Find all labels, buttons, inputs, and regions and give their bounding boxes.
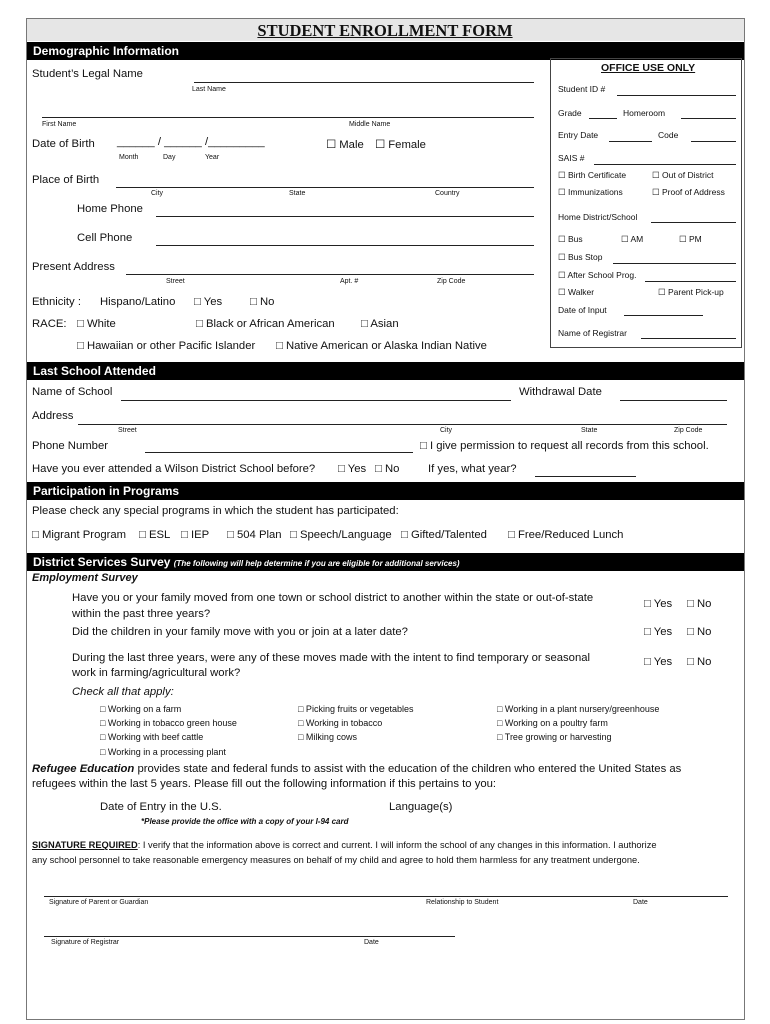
office-registrar-line[interactable] bbox=[641, 338, 736, 339]
office-immunizations-checkbox[interactable]: ☐ Immunizations bbox=[558, 187, 623, 197]
office-walker-checkbox[interactable]: ☐ Walker bbox=[558, 287, 595, 297]
i94-note: *Please provide the office with a copy of your I-94 card bbox=[141, 817, 349, 826]
signature-text-a: : I verify that the information above is correct and current. I will inform the school of any changes in this information. I authorize bbox=[137, 840, 657, 850]
year-caption: Year bbox=[205, 154, 220, 161]
race-hawaiian-checkbox[interactable]: □ Hawaiian or other Pacific Islander bbox=[77, 340, 256, 352]
survey-q3-yes-checkbox[interactable]: □ Yes bbox=[644, 656, 673, 668]
programs-prompt: Please check any special programs in which the student has participated: bbox=[32, 505, 399, 517]
signature-paragraph-line2: any school personnel to take reasonable emergency measures on behalf of my child and agree to hold them harmless for any treatment undergone. bbox=[32, 855, 640, 865]
cell-phone-line[interactable] bbox=[156, 245, 534, 246]
country-caption: Country bbox=[435, 190, 460, 197]
school-address-label: Address bbox=[32, 410, 74, 422]
office-entry-date-label: Entry Date bbox=[558, 130, 599, 140]
street-caption: Street bbox=[166, 278, 185, 285]
hispanic-yes-checkbox[interactable]: □ Yes bbox=[194, 296, 223, 308]
office-student-id-label: Student ID # bbox=[558, 84, 606, 94]
school-phone-line[interactable] bbox=[145, 452, 413, 453]
parent-signature-caption: Signature of Parent or Guardian bbox=[49, 899, 149, 906]
registrar-signature-caption: Signature of Registrar bbox=[51, 939, 120, 946]
survey-q3-line1: During the last three years, were any of these moves made with the intent to find temporary or seasonal bbox=[72, 652, 591, 664]
work-tree-growing-checkbox[interactable]: □ Tree growing or harvesting bbox=[497, 732, 612, 742]
refugee-paragraph-line1 bbox=[32, 763, 681, 775]
school-street-caption: Street bbox=[118, 427, 137, 434]
race-black-checkbox[interactable]: □ Black or African American bbox=[196, 318, 335, 330]
hispanic-no-checkbox[interactable]: □ No bbox=[250, 296, 275, 308]
office-parent-pickup-checkbox[interactable]: ☐ Parent Pick-up bbox=[658, 287, 724, 297]
survey-q3-no-checkbox[interactable]: □ No bbox=[687, 656, 712, 668]
ethnicity-label: Ethnicity : bbox=[32, 296, 81, 308]
section-district-survey: District Services Survey (The following will help determine if you are eligible for additional services) bbox=[27, 553, 744, 571]
survey-q3-line2: work in farming/agricultural work? bbox=[72, 667, 241, 679]
city-caption: City bbox=[151, 190, 164, 197]
form-title: STUDENT ENROLLMENT FORM bbox=[257, 21, 513, 40]
office-student-id-line[interactable] bbox=[617, 95, 736, 96]
program-gifted-checkbox[interactable]: □ Gifted/Talented bbox=[401, 529, 487, 541]
survey-q2-no-checkbox[interactable]: □ No bbox=[687, 626, 712, 638]
office-bus-checkbox[interactable]: ☐ Bus bbox=[558, 234, 583, 244]
legal-name-label: Student’s Legal Name bbox=[32, 68, 143, 80]
race-native-checkbox[interactable]: □ Native American or Alaska Indian Native bbox=[276, 340, 487, 352]
survey-q1-line2: within the past three years? bbox=[72, 608, 211, 620]
section-last-school: Last School Attended bbox=[27, 362, 744, 380]
office-out-of-district-checkbox[interactable]: ☐ Out of District bbox=[652, 170, 714, 180]
place-of-birth-label: Place of Birth bbox=[32, 174, 100, 186]
survey-q2-yes-checkbox[interactable]: □ Yes bbox=[644, 626, 673, 638]
first-name-caption: First Name bbox=[42, 121, 77, 128]
state-caption: State bbox=[289, 190, 306, 197]
office-bus-stop-line[interactable] bbox=[613, 263, 736, 264]
office-grade-label: Grade bbox=[558, 108, 582, 118]
language-label: Language(s) bbox=[389, 801, 453, 813]
female-checkbox[interactable]: ☐ Female bbox=[375, 139, 426, 151]
office-homeroom-line[interactable] bbox=[681, 118, 736, 119]
office-homeroom-label: Homeroom bbox=[623, 108, 666, 118]
withdrawal-date-line[interactable] bbox=[620, 400, 727, 401]
wilson-no-checkbox[interactable]: □ No bbox=[375, 463, 400, 475]
office-code-label: Code bbox=[658, 130, 679, 140]
apt-caption: Apt. # bbox=[340, 278, 359, 285]
program-iep-checkbox[interactable]: □ IEP bbox=[181, 529, 210, 541]
hispanic-label: Hispano/Latino bbox=[100, 296, 176, 308]
if-yes-year-label: If yes, what year? bbox=[428, 463, 517, 475]
work-farm-checkbox[interactable]: □ Working on a farm bbox=[100, 704, 182, 714]
office-grade-line[interactable] bbox=[589, 118, 617, 119]
program-lunch-checkbox[interactable]: □ Free/Reduced Lunch bbox=[508, 529, 624, 541]
parent-date-caption: Date bbox=[633, 899, 648, 906]
employment-survey-heading: Employment Survey bbox=[32, 572, 138, 584]
office-am-checkbox[interactable]: ☐ AM bbox=[621, 234, 644, 244]
refugee-text-a: provides state and federal funds to assist with the education of the children who entered the United States as bbox=[134, 763, 682, 775]
refugee-paragraph-line2: refugees within the last 5 years. Please fill out the following information if this pertains to you: bbox=[32, 778, 497, 790]
school-phone-label: Phone Number bbox=[32, 440, 108, 452]
school-zip-caption: Zip Code bbox=[674, 427, 703, 434]
work-picking-fruits-checkbox[interactable]: □ Picking fruits or vegetables bbox=[298, 704, 414, 714]
registrar-date-caption: Date bbox=[364, 939, 379, 946]
relationship-caption: Relationship to Student bbox=[426, 899, 499, 906]
program-esl-checkbox[interactable]: □ ESL bbox=[139, 529, 171, 541]
work-plant-nursery-checkbox[interactable]: □ Working in a plant nursery/greenhouse bbox=[497, 704, 660, 714]
last-name-line[interactable] bbox=[194, 82, 534, 83]
section-demographic: Demographic Information bbox=[27, 42, 744, 60]
date-of-entry-label: Date of Entry in the U.S. bbox=[100, 801, 222, 813]
office-home-district-label: Home District/School bbox=[558, 212, 638, 222]
withdrawal-date-label: Withdrawal Date bbox=[519, 386, 602, 398]
office-proof-address-checkbox[interactable]: ☐ Proof of Address bbox=[652, 187, 725, 197]
district-survey-note: (The following will help determine if you are eligible for additional services) bbox=[173, 559, 460, 568]
survey-q1-no-checkbox[interactable]: □ No bbox=[687, 598, 712, 610]
records-permission-checkbox[interactable]: □ I give permission to request all records from this school. bbox=[420, 440, 709, 452]
registrar-signature-line[interactable] bbox=[44, 936, 455, 937]
work-tobacco-greenhouse-checkbox[interactable]: □ Working in tobacco green house bbox=[100, 718, 237, 728]
office-home-district-line[interactable] bbox=[651, 222, 736, 223]
dob-label: Date of Birth bbox=[32, 138, 95, 150]
school-state-caption: State bbox=[581, 427, 598, 434]
school-city-caption: City bbox=[440, 427, 453, 434]
section-participation: Participation in Programs bbox=[27, 482, 744, 500]
race-label: RACE: bbox=[32, 318, 67, 330]
zip-caption: Zip Code bbox=[437, 278, 466, 285]
school-name-line[interactable] bbox=[121, 400, 511, 401]
office-entry-date-line[interactable] bbox=[609, 141, 652, 142]
office-code-line[interactable] bbox=[691, 141, 736, 142]
office-date-input-label: Date of Input bbox=[558, 305, 607, 315]
work-processing-plant-checkbox[interactable]: □ Working in a processing plant bbox=[100, 747, 226, 757]
signature-required-label: SIGNATURE REQUIRED bbox=[32, 840, 138, 850]
if-yes-year-line[interactable] bbox=[535, 476, 636, 477]
program-speech-checkbox[interactable]: □ Speech/Language bbox=[290, 529, 392, 541]
work-tobacco-checkbox[interactable]: □ Working in tobacco bbox=[298, 718, 383, 728]
wilson-attended-question: Have you ever attended a Wilson District School before? bbox=[32, 463, 316, 475]
refugee-education-title: Refugee Education bbox=[32, 763, 135, 775]
male-checkbox[interactable]: ☐ Male bbox=[326, 139, 364, 151]
work-poultry-farm-checkbox[interactable]: □ Working on a poultry farm bbox=[497, 718, 608, 728]
dob-field[interactable]: ______ / ______ /_________ bbox=[117, 136, 265, 148]
program-migrant-checkbox[interactable]: □ Migrant Program bbox=[32, 529, 127, 541]
school-name-label: Name of School bbox=[32, 386, 113, 398]
office-bus-stop-checkbox[interactable]: ☐ Bus Stop bbox=[558, 252, 603, 262]
survey-q2: Did the children in your family move with you or join at a later date? bbox=[72, 626, 408, 638]
wilson-yes-checkbox[interactable]: □ Yes bbox=[338, 463, 367, 475]
survey-q1-line1: Have you or your family moved from one town or school district to another within the state or out-of-state bbox=[72, 592, 594, 604]
day-caption: Day bbox=[163, 154, 176, 161]
program-504-checkbox[interactable]: □ 504 Plan bbox=[227, 529, 282, 541]
check-all-label: Check all that apply: bbox=[72, 686, 174, 698]
place-of-birth-line[interactable] bbox=[116, 187, 534, 188]
race-asian-checkbox[interactable]: □ Asian bbox=[361, 318, 399, 330]
school-address-line[interactable] bbox=[78, 424, 727, 425]
last-name-caption: Last Name bbox=[192, 86, 226, 93]
office-use-heading: OFFICE USE ONLY bbox=[601, 62, 696, 74]
office-after-school-checkbox[interactable]: ☐ After School Prog. bbox=[558, 270, 637, 280]
survey-q1-yes-checkbox[interactable]: □ Yes bbox=[644, 598, 673, 610]
present-address-line[interactable] bbox=[126, 274, 534, 275]
signature-paragraph-line1 bbox=[32, 840, 657, 850]
parent-signature-line[interactable] bbox=[44, 896, 728, 897]
office-sais-label: SAIS # bbox=[558, 153, 585, 163]
race-white-checkbox[interactable]: □ White bbox=[77, 318, 116, 330]
office-birth-cert-checkbox[interactable]: ☐ Birth Certificate bbox=[558, 170, 627, 180]
work-milking-cows-checkbox[interactable]: □ Milking cows bbox=[298, 732, 357, 742]
middle-name-caption: Middle Name bbox=[349, 121, 391, 128]
home-phone-label: Home Phone bbox=[77, 203, 143, 215]
first-middle-name-line[interactable] bbox=[42, 117, 534, 118]
cell-phone-label: Cell Phone bbox=[77, 232, 133, 244]
office-after-school-line[interactable] bbox=[645, 281, 736, 282]
office-pm-checkbox[interactable]: ☐ PM bbox=[679, 234, 702, 244]
month-caption: Month bbox=[119, 154, 139, 161]
office-sais-line[interactable] bbox=[594, 164, 736, 165]
home-phone-line[interactable] bbox=[156, 216, 534, 217]
present-address-label: Present Address bbox=[32, 261, 115, 273]
work-beef-cattle-checkbox[interactable]: □ Working with beef cattle bbox=[100, 732, 204, 742]
office-registrar-label: Name of Registrar bbox=[558, 328, 627, 338]
office-date-input-line[interactable] bbox=[624, 315, 703, 316]
